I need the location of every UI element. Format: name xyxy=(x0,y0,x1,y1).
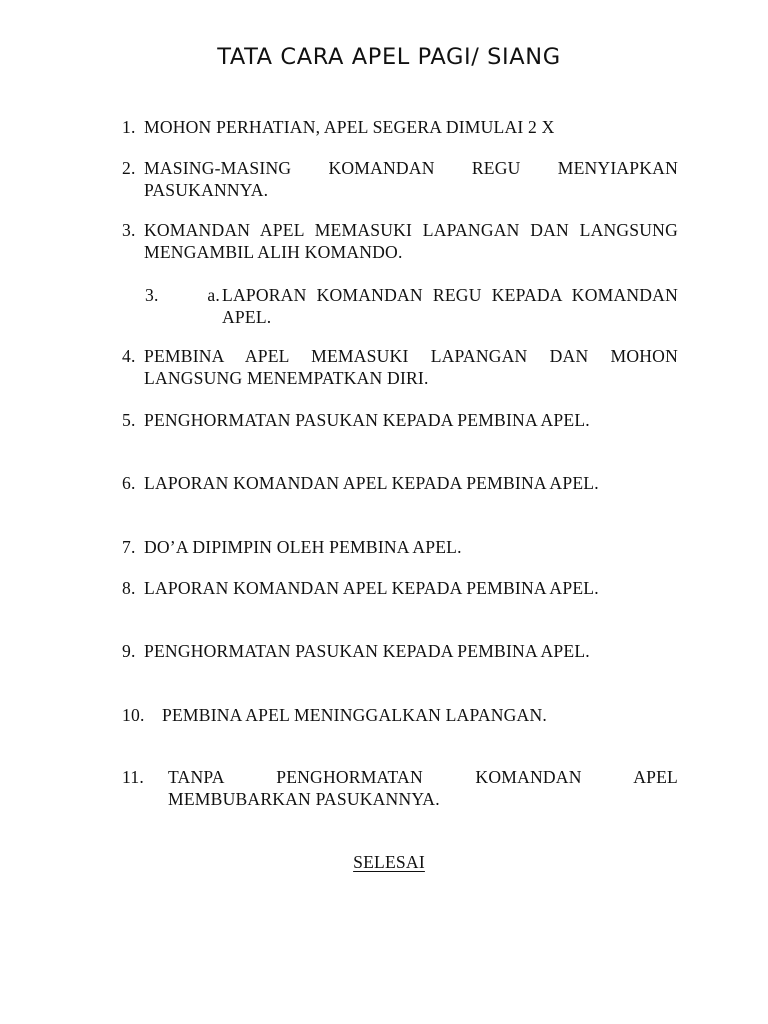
sub-item-number: 3. xyxy=(145,285,159,305)
sub-item-label xyxy=(145,284,220,306)
list-item-3 xyxy=(122,219,678,263)
item-number: 6. xyxy=(122,473,136,493)
item-number: 9. xyxy=(122,641,136,661)
list-item-8 xyxy=(122,577,678,599)
item-number: 5. xyxy=(122,410,136,430)
item-text: PEMBINA APEL MENINGGALKAN LAPANGAN. xyxy=(162,705,547,725)
list-item-4 xyxy=(122,345,678,389)
item-number: 7. xyxy=(122,537,136,557)
item-text: MASING-MASING KOMANDAN REGU MENYIAPKAN PASUKANNYA. xyxy=(144,158,678,200)
list-item-5 xyxy=(122,409,678,431)
item-text: PENGHORMATAN PASUKAN KEPADA PEMBINA APEL. xyxy=(144,410,590,430)
sub-item-text: LAPORAN KOMANDAN REGU KEPADA KOMANDAN APEL. xyxy=(222,285,678,327)
item-number: 8. xyxy=(122,578,136,598)
item-number: 2. xyxy=(122,158,136,178)
item-number: 4. xyxy=(122,346,136,366)
document-title: TATA CARA APEL PAGI/ SIANG xyxy=(217,44,561,70)
closing-text: SELESAI xyxy=(353,852,425,872)
list-item-7 xyxy=(122,536,678,558)
item-text: PEMBINA APEL MEMASUKI LAPANGAN DAN MOHON LANGSUNG MENEMPATKAN DIRI. xyxy=(144,346,678,388)
item-number: 3. xyxy=(122,220,136,240)
list-item-6 xyxy=(122,472,678,494)
list-item-1 xyxy=(122,116,678,138)
item-text: LAPORAN KOMANDAN APEL KEPADA PEMBINA APEL. xyxy=(144,578,599,598)
item-text: TANPA PENGHORMATAN KOMANDAN APEL MEMBUBARKAN PASUKANNYA. xyxy=(168,767,678,809)
item-number: 1. xyxy=(122,117,136,137)
list-item-2 xyxy=(122,157,678,201)
list-item-11 xyxy=(122,766,678,810)
list-item-9 xyxy=(122,640,678,662)
list-item-10 xyxy=(122,704,678,726)
item-text: DO’A DIPIMPIN OLEH PEMBINA APEL. xyxy=(144,537,462,557)
item-text: MOHON PERHATIAN, APEL SEGERA DIMULAI 2 X xyxy=(144,117,555,137)
sub-item-3a xyxy=(145,284,678,328)
item-number: 10. xyxy=(122,705,145,725)
item-text: KOMANDAN APEL MEMASUKI LAPANGAN DAN LANGSUNG MENGAMBIL ALIH KOMANDO. xyxy=(144,220,678,262)
sub-item-letter: a. xyxy=(207,285,220,305)
item-number: 11. xyxy=(122,767,144,787)
item-text: LAPORAN KOMANDAN APEL KEPADA PEMBINA APEL. xyxy=(144,473,599,493)
item-text: PENGHORMATAN PASUKAN KEPADA PEMBINA APEL. xyxy=(144,641,590,661)
